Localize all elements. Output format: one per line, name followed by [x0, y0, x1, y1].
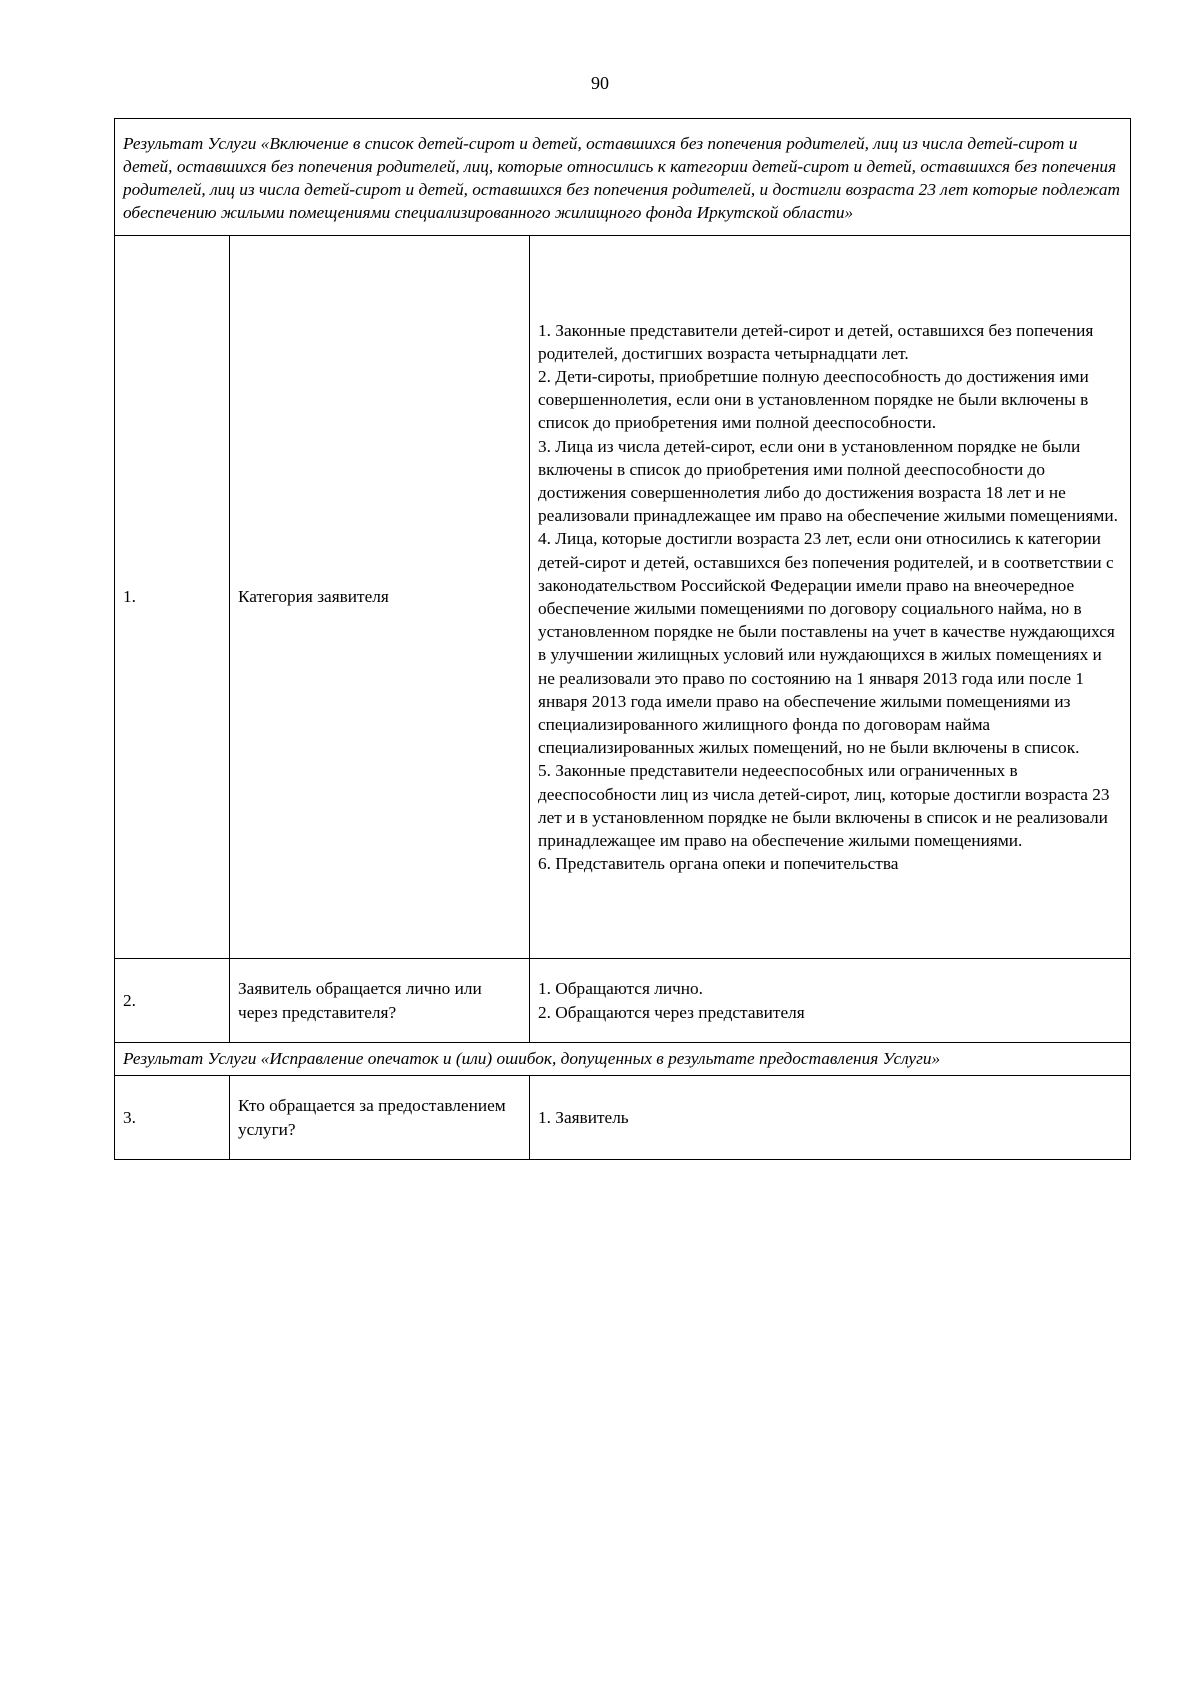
- table-row: [115, 1076, 1131, 1160]
- table-row: [115, 236, 1131, 959]
- list-item: 3. Лица из числа детей-сирот, если они в установленном порядке не были включены в список до приобретения ими полной дееспособности до достижения совершеннолетия либо до достижения возраста 18 лет и не реализовали принадлежащее им право на обеспечение жилыми помещениями.: [538, 436, 1118, 526]
- list-item: 1. Законные представители детей-сирот и детей, оставшихся без попечения родителей, достигших возраста четырнадцати лет.: [538, 320, 1094, 363]
- list-item: 2. Дети-сироты, приобретшие полную дееспособность до достижения ими совершеннолетия, если они в установленном порядке не были включены в список до приобретения ими полной дееспособности.: [538, 366, 1089, 433]
- row-number: 3.: [115, 1076, 230, 1160]
- row-label: Кто обращается за предоставлением услуги?: [230, 1076, 530, 1160]
- list-item: 1. Заявитель: [538, 1107, 629, 1127]
- page-number: 90: [591, 73, 609, 93]
- table-row: [115, 959, 1131, 1043]
- criteria-table: [114, 118, 1131, 1160]
- list-item: 4. Лица, которые достигли возраста 23 лет, если они относились к категории детей-сирот и детей, оставшихся без попечения родителей, и в соответствии с законодательством Российской Федерации имели право на внеочередное обеспечение жилыми помещениями по договору социального найма, но в установленном порядке не были поставлены на учет в качестве нуждающихся в улучшении жилищных условий или нуждающихся в жилых помещениях и не реализовали это право по состоянию на 1 января 2013 года или после 1 января 2013 года имели право на обеспечение жилыми помещениями из специализированного жилищного фонда по договорам найма специализированных жилых помещений, но не были включены в список.: [538, 529, 1115, 758]
- list-item: 5. Законные представители недееспособных или ограниченных в дееспособности лиц из числа детей-сирот, лиц, которые достигли возраста 23 лет и в установленном порядке не были включены в список и не реализовали принадлежащее им право на обеспечение жилыми помещениями.: [538, 761, 1110, 851]
- section-header-row: [115, 1043, 1131, 1076]
- row-number: 1.: [115, 236, 230, 959]
- row-label: Категория заявителя: [230, 236, 530, 959]
- row-label: Заявитель обращается лично или через представителя?: [230, 959, 530, 1043]
- list-item: 2. Обращаются через представителя: [538, 1002, 805, 1022]
- section-header-inclusion: Результат Услуги «Включение в список детей-сирот и детей, оставшихся без попечения родителей, лиц из числа детей-сирот и детей, оставшихся без попечения родителей, лиц, которые относились к категории детей-сирот и детей, оставшихся без попечения родителей, лиц из числа детей-сирот и детей, оставшихся без попечения родителей, и достигли возраста 23 лет которые подлежат обеспечению жилыми помещениями специализированного жилищного фонда Иркутской области»: [115, 119, 1131, 236]
- section-header-corrections: Результат Услуги «Исправление опечаток и (или) ошибок, допущенных в результате предоставления Услуги»: [115, 1043, 1131, 1076]
- row-content: [530, 236, 1131, 959]
- row-content: [530, 1076, 1131, 1160]
- row-content: [530, 959, 1131, 1043]
- row-number: 2.: [115, 959, 230, 1043]
- list-item: 6. Представитель органа опеки и попечительства: [538, 854, 899, 874]
- section-header-row: [115, 119, 1131, 236]
- list-item: 1. Обращаются лично.: [538, 979, 703, 999]
